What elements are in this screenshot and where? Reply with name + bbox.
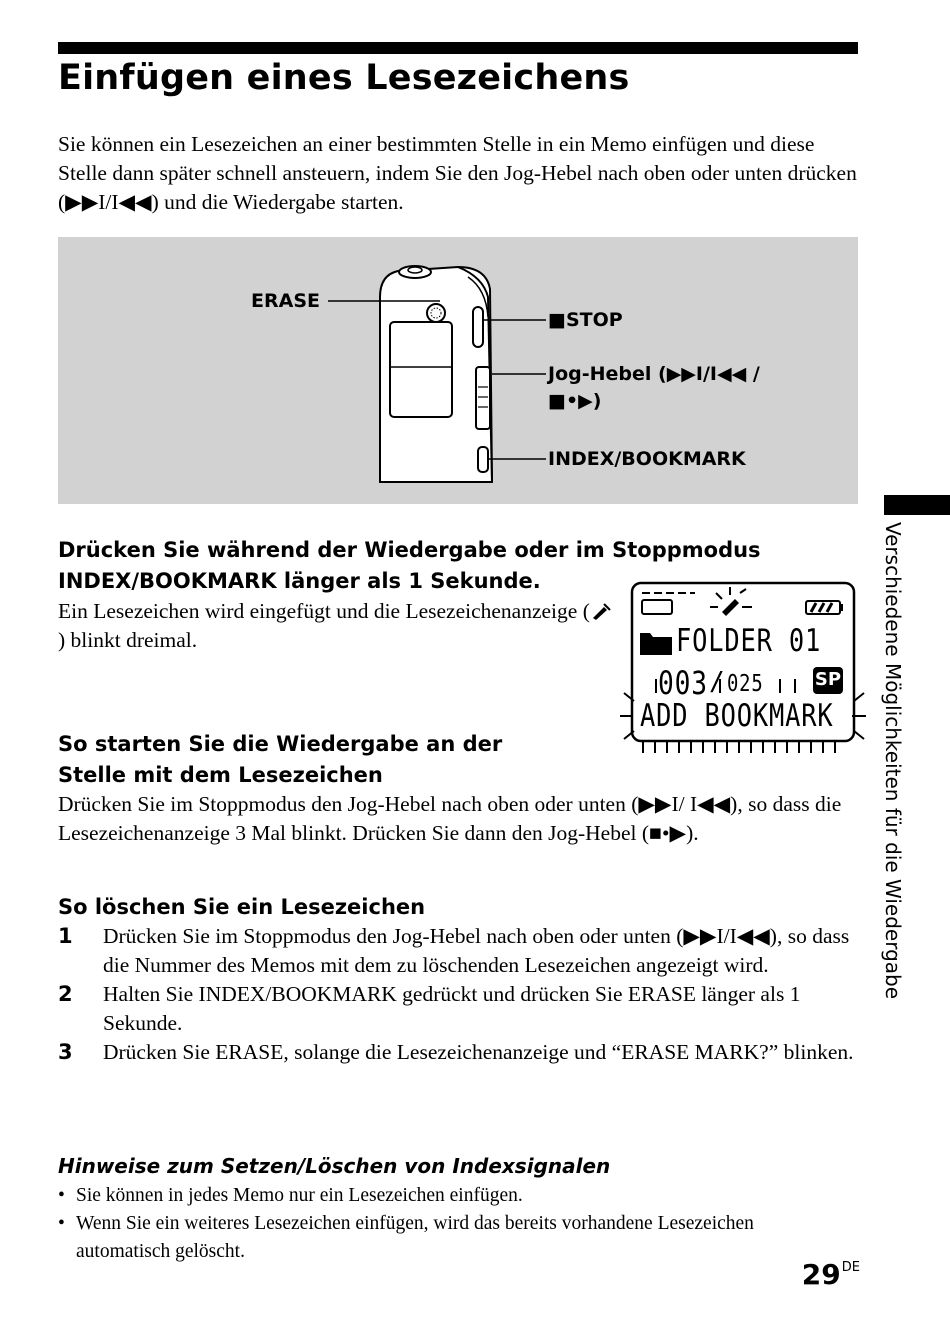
page-number-value: 29 [801,1258,841,1291]
step-text: Drücken Sie im Stoppmodus den Jog-Hebel nach oben oder unten (▶▶I/I◀◀), so dass die Nummer des Memos mit dem zu löschenden Lesezeichen angezeigt wird. [103,924,850,977]
step-text: Drücken Sie ERASE, solange die Lesezeichenanzeige und “ERASE MARK?” blinken. [103,1040,854,1064]
playback-bookmark-heading-line2: Stelle mit dem Lesezeichen [58,763,383,787]
page-number [802,1258,860,1291]
step-number: 1 [58,924,73,948]
step-text-part1: Ein Lesezeichen wird eingefügt und die Lesezeichenanzeige ( [58,599,590,623]
lcd-slash: / [709,667,725,697]
list-item [58,1182,848,1210]
step-number: 2 [58,982,73,1006]
step-text [58,597,618,655]
top-rule [58,42,858,54]
bullet: • [58,1213,65,1234]
list-item [58,980,858,1038]
lcd-memo-number: 003 [658,664,708,702]
playback-bookmark-heading-line1: So starten Sie die Wiedergabe an der [58,732,503,756]
jog-lever-label: Jog-Hebel (▶▶I/I◀◀ / [548,363,760,385]
page-title: Einfügen eines Lesezeichens [58,58,630,98]
device-figure [58,237,858,504]
step-text: Halten Sie INDEX/BOOKMARK gedrückt und drücken Sie ERASE länger als 1 Sekunde. [103,982,801,1035]
erase-label: ERASE [251,290,320,312]
note-text: Wenn Sie ein weiteres Lesezeichen einfügen, wird das bereits vorhandene Lesezeichen automatisch gelöscht. [76,1213,754,1262]
list-item [58,922,858,980]
notes-heading: Hinweise zum Setzen/Löschen von Indexsignalen [58,1154,611,1178]
list-item [58,1210,848,1266]
note-text: Sie können in jedes Memo nur ein Lesezeichen einfügen. [76,1185,523,1206]
bullet: • [58,1185,65,1206]
page-language-suffix: DE [841,1260,860,1275]
notes-list [58,1182,848,1266]
delete-steps-list [58,922,858,1067]
lcd-memo-total: 025 [727,671,764,697]
bookmark-icon [590,601,612,621]
jog-lever-label-line2: ■•▶) [548,390,602,412]
list-item [58,1038,858,1067]
step-heading-line1: Drücken Sie während der Wiedergabe oder im Stoppmodus [58,538,761,562]
playback-bookmark-heading [58,729,618,791]
step-heading-line2: INDEX/BOOKMARK länger als 1 Sekunde. [58,569,541,593]
side-tab-text: Verschiedene Möglichkeiten für die Wiedergabe [881,522,905,1000]
lcd-message: ADD BOOKMARK [640,698,834,734]
index-bookmark-label: INDEX/BOOKMARK [548,448,746,470]
intro-paragraph: Sie können ein Lesezeichen an einer bestimmten Stelle in ein Memo einfügen und diese Stelle dann später schnell ansteuern, indem Sie den Jog-Hebel nach oben oder unten drücken (▶▶I/I◀◀) und die Wiedergabe starten. [58,132,857,214]
playback-bookmark-text: Drücken Sie im Stoppmodus den Jog-Hebel nach oben oder unten (▶▶I/ I◀◀), so dass die Lesezeichenanzeige 3 Mal blinkt. Drücken Sie dann den Jog-Hebel (■•▶). [58,792,842,845]
stop-label: ■STOP [548,309,623,331]
step-text-part2: ) blinkt dreimal. [58,628,198,652]
delete-bookmark-heading: So löschen Sie ein Lesezeichen [58,895,426,919]
lcd-bottom-ticks [642,741,840,753]
side-tab-marker [884,495,950,515]
lcd-display [620,575,870,760]
lcd-folder: FOLDER 01 [676,623,822,659]
lcd-mode-badge: SP [814,669,842,690]
step-number: 3 [58,1040,73,1064]
